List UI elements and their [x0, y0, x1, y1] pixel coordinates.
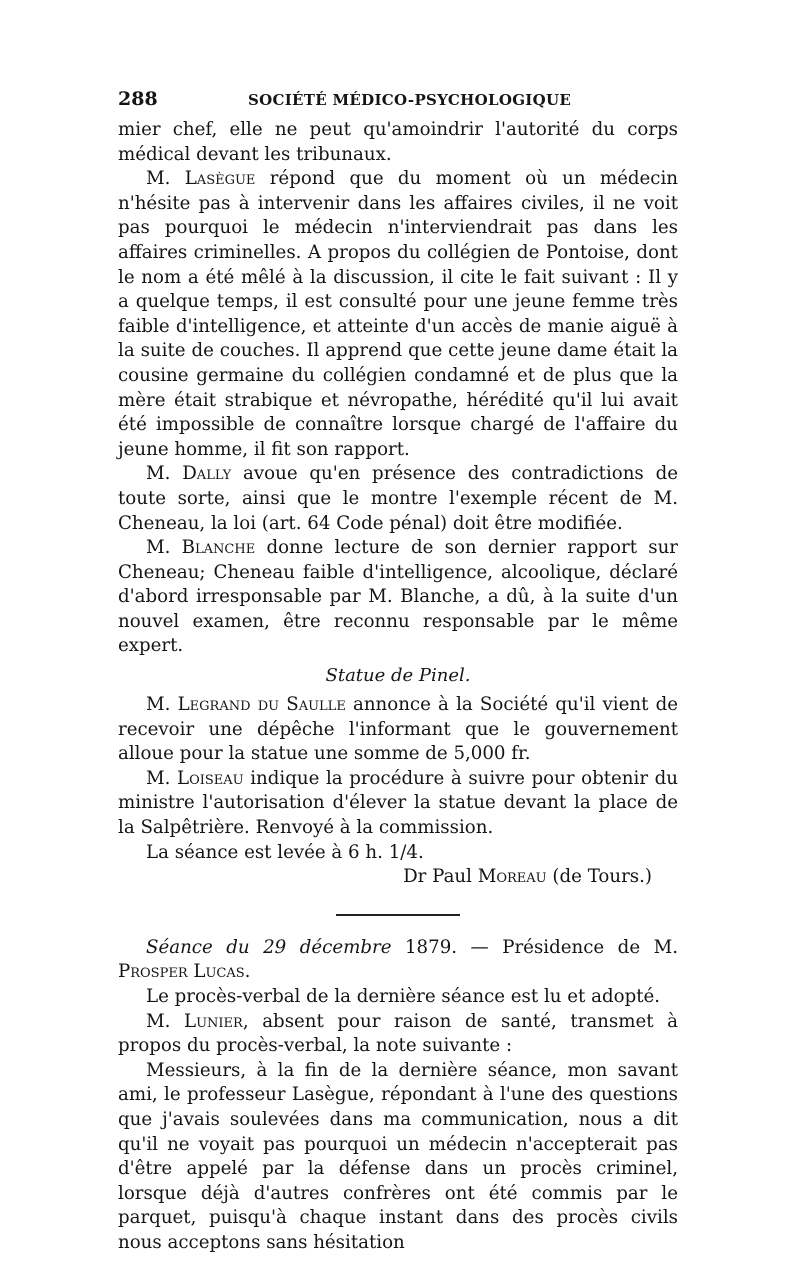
session-text: 1879. — Présidence de: [391, 936, 654, 958]
paragraph-lasegue: [118, 167, 678, 462]
speaker-name: M. Lunier: [146, 1010, 243, 1032]
section-divider: [336, 914, 460, 916]
paragraph-letter: Messieurs, à la fin de la dernière séance, mon savant ami, le professeur Lasègue, répondant à l'une des questions que j'avais soulevées dans ma communication, nous a dit qu'il ne voyait pas pourquoi un médecin n'accepterait pas d'être appelé par la défense dans un procès criminel, lorsque déjà d'autres confrères ont été commis par le parquet, puisqu'à chaque instant dans des procès civils nous acceptons sans hésitation: [118, 1059, 678, 1253]
paragraph-text: annonce à la Société qu'il vient de recevoir une dépêche l'informant que le gouvernement alloue pour la statue une somme de 5,000 fr.: [118, 694, 678, 765]
paragraph-loiseau: [118, 767, 678, 841]
signature-prefix: Dr Paul: [403, 866, 478, 888]
signature-name: Moreau: [477, 866, 547, 888]
signature: [118, 865, 678, 890]
paragraph-blanche: [118, 536, 678, 659]
speaker-name: M. Lasègue: [146, 168, 256, 190]
book-page: [118, 88, 678, 1256]
speaker-name: M. Dally: [146, 463, 232, 485]
speaker-name: M. Loiseau: [146, 767, 244, 789]
page-number: 288: [118, 88, 158, 110]
paragraph-legrand: [118, 693, 678, 767]
paragraph-lunier: [118, 1010, 678, 1059]
speaker-name: M. Legrand du Saulle: [146, 694, 346, 716]
session-date: Séance du 29 décembre: [146, 936, 392, 958]
paragraph-text: , absent pour raison de santé, transmet à propos du procès-verbal, la note suivante :: [118, 1010, 678, 1057]
paragraph-adjourn: La séance est levée à 6 h. 1/4.: [146, 841, 424, 863]
paragraph-text: répond que du moment où un médecin n'hésite pas à intervenir dans les affaires civiles, il ne voit pas pourquoi le médecin n'interviendrait pas dans les affaires criminelles. A propos du collégien de Pontoise, dont le nom a été mêlé à la discussion, il cite le fait suivant : Il y a quelque temps, il est consulté pour une jeune femme très faible d'intelligence, et atteinte d'un accès de manie aiguë à la suite de couches. Il apprend que cette jeune dame était la cousine germaine du collégien condamné et de plus que la mère était strabique et névropathe, hérédité qu'il lui avait été impossible de connaître lorsque chargé de l'affaire du jeune homme, il fit son rapport.: [118, 168, 678, 460]
paragraph-dally: [118, 462, 678, 536]
president-name: M. Prosper Lucas.: [118, 936, 678, 983]
paragraph-text: indique la procédure à suivre pour obtenir du ministre l'autorisation d'élever la statue devant la place de la Salpêtrière. Renvoyé à la commission.: [118, 767, 678, 839]
paragraph-continuation: mier chef, elle ne peut qu'amoindrir l'autorité du corps médical devant les tribunaux.: [118, 119, 678, 165]
paragraph-text: donne lecture de son dernier rapport sur Cheneau; Cheneau faible d'intelligence, alcoolique, déclaré d'abord irresponsable par M. Blanche, a dû, à la suite d'un nouvel examen, être reconnu responsable par le même expert.: [118, 537, 678, 657]
section-title: Statue de Pinel.: [325, 665, 471, 687]
paragraph-minutes: Le procès-verbal de la dernière séance est lu et adopté.: [146, 986, 661, 1007]
paragraph-text: avoue qu'en présence des contradictions de toute sorte, ainsi que le montre l'exemple récent de M. Cheneau, la loi (art. 64 Code pénal) doit être modifiée.: [118, 463, 678, 534]
page-header: [118, 88, 678, 118]
signature-suffix: (de Tours.): [546, 866, 652, 888]
running-title: SOCIÉTÉ MÉDICO-PSYCHOLOGIQUE: [248, 91, 572, 109]
paragraph-session-date: [118, 936, 678, 985]
speaker-name: M. Blanche: [146, 537, 256, 559]
